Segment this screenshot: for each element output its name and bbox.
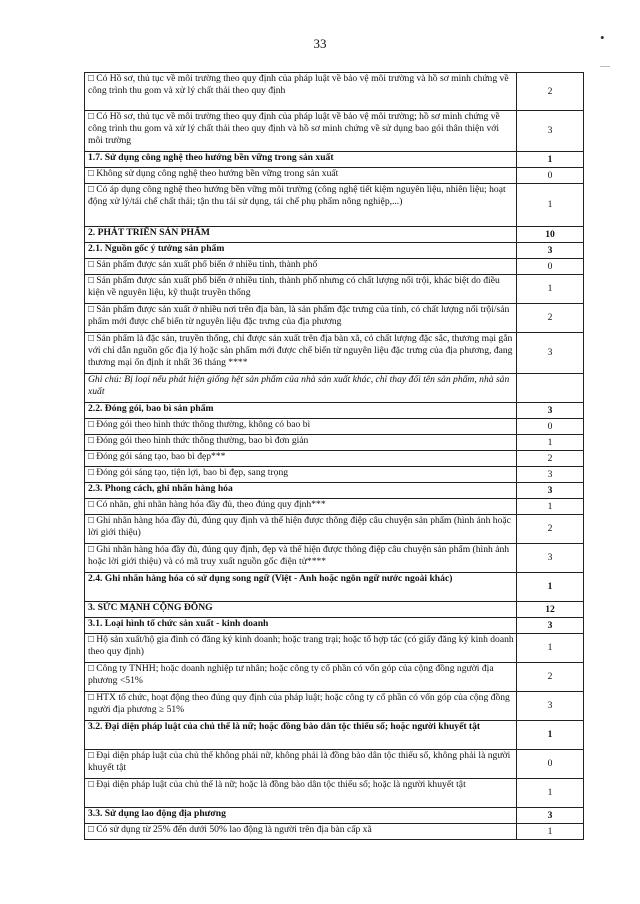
criteria-section-row [85,808,584,824]
criterion-score: 3 [517,483,584,499]
criteria-option-row [85,333,584,374]
criterion-score [517,374,584,403]
criterion-score: 1 [517,499,584,515]
criterion-text: □ Công ty TNHH; hoặc doanh nghiệp tư nhân; hoặc công ty cổ phần có vốn góp của cộng đồng người địa phương <51% [85,663,517,692]
criterion-text: □ Không sử dụng công nghệ theo hướng bền vững trong sản xuất [85,168,517,184]
criteria-note-row [85,374,584,403]
criteria-section-row [85,403,584,419]
criteria-section-row [85,243,584,259]
criterion-score: 0 [517,750,584,779]
criterion-text: □ Có nhãn, ghi nhãn hàng hóa đầy đủ, theo đúng quy định*** [85,499,517,515]
criteria-option-row [85,73,584,111]
criteria-section-row [85,602,584,618]
criterion-text: 3.3. Sử dụng lao động địa phương [85,808,517,824]
criteria-option-row [85,779,584,808]
criteria-option-row [85,451,584,467]
criterion-text: 2.4. Ghi nhãn hàng hóa có sử dụng song ngữ (Việt - Anh hoặc ngôn ngữ nước ngoài khác) [85,573,517,602]
criteria-option-row [85,515,584,544]
criteria-option-row [85,750,584,779]
criteria-option-row [85,435,584,451]
criterion-text: □ Sản phẩm được sản xuất phổ biến ở nhiều tỉnh, thành phố [85,259,517,275]
criterion-score: 1 [517,573,584,602]
criterion-score: 3 [517,808,584,824]
criteria-option-row [85,419,584,435]
criterion-score: 3 [517,111,584,152]
criterion-text: 3.1. Loại hình tổ chức sản xuất - kinh doanh [85,618,517,634]
criterion-score: 3 [517,618,584,634]
criterion-text: Ghi chú: Bị loại nếu phát hiện giống hệt sản phẩm của nhà sản xuất khác, chỉ thay đổi tên sản phẩm, nhà sản xuất [85,374,517,403]
criterion-score: 1 [517,779,584,808]
criteria-option-row [85,692,584,721]
criteria-table [84,72,584,840]
criteria-option-row [85,544,584,573]
criterion-text: □ Có Hồ sơ, thủ tục về môi trường theo quy định của pháp luật về bảo vệ môi trường; hồ sơ minh chứng về công trình thu gom và xử lý chất thải theo quy định và hồ sơ minh chứng về sử dụng bao gói thân thiện với môi trường [85,111,517,152]
criteria-section-row [85,152,584,168]
criterion-score: 1 [517,152,584,168]
criterion-text: □ Đóng gói sáng tạo, bao bì đẹp*** [85,451,517,467]
criterion-score: 10 [517,227,584,243]
criterion-score: 3 [517,467,584,483]
criterion-score: 2 [517,73,584,111]
criterion-score: 3 [517,544,584,573]
page-number: 33 [313,36,327,51]
criterion-text: 2.2. Đóng gói, bao bì sản phẩm [85,403,517,419]
criteria-option-row [85,259,584,275]
criteria-option-row [85,184,584,227]
criteria-section-row [85,721,584,750]
criterion-score: 3 [517,333,584,374]
scan-dash-mark [600,66,610,67]
criterion-text: □ Ghi nhãn hàng hóa đầy đủ, đúng quy định, đẹp và thể hiện được thông điệp câu chuyện sản phẩm (hình ảnh hoặc lời giới thiệu) và có mã truy xuất nguồn gốc điện tử**** [85,544,517,573]
criterion-text: 1.7. Sử dụng công nghệ theo hướng bền vững trong sản xuất [85,152,517,168]
criteria-section-row [85,618,584,634]
criteria-section-row [85,227,584,243]
criterion-text: 2.1. Nguồn gốc ý tưởng sản phẩm [85,243,517,259]
criterion-text: □ Hộ sản xuất/hộ gia đình có đăng ký kinh doanh; hoặc trang trại; hoặc tổ hợp tác (có giấy đăng ký kinh doanh theo quy định) [85,634,517,663]
criterion-score: 3 [517,403,584,419]
criterion-score: 0 [517,419,584,435]
criterion-score: 1 [517,824,584,840]
criteria-option-row [85,111,584,152]
criterion-text: □ Ghi nhãn hàng hóa đầy đủ, đúng quy định và thể hiện được thông điệp câu chuyện sản phẩm (hình ảnh hoặc lời giới thiệu) [85,515,517,544]
criteria-option-row [85,467,584,483]
criterion-score: 2 [517,451,584,467]
criterion-text: □ Đóng gói sáng tạo, tiện lợi, bao bì đẹp, sang trọng [85,467,517,483]
criteria-option-row [85,663,584,692]
criterion-text: □ Đại diện pháp luật của chủ thể không phải nữ, không phải là đồng bào dân tộc thiểu số, không phải là người khuyết tật [85,750,517,779]
criterion-score: 3 [517,243,584,259]
criterion-text: □ HTX tổ chức, hoạt động theo đúng quy định của pháp luật; hoặc công ty cổ phần có vốn góp của cộng đồng người địa phương ≥ 51% [85,692,517,721]
criteria-table-body [85,73,584,840]
criterion-score: 12 [517,602,584,618]
criterion-text: 2.3. Phong cách, ghi nhãn hàng hóa [85,483,517,499]
criterion-text: □ Sản phẩm được sản xuất phổ biến ở nhiều tỉnh, thành phố nhưng có chất lượng nổi trội, khác biệt do điều kiện về nguyên liệu, kỹ thuật truyền thống [85,275,517,304]
criterion-score: 0 [517,259,584,275]
criterion-text: □ Đại diện pháp luật của chủ thể là nữ; hoặc là đồng bào dân tộc thiểu số; hoặc là người khuyết tật [85,779,517,808]
criteria-option-row [85,168,584,184]
criteria-option-row [85,824,584,840]
criterion-text: □ Có áp dụng công nghệ theo hướng bền vững môi trường (công nghệ tiết kiệm nguyên liệu, nhiên liệu; hoạt động xử lý/tái chế chất thải; tận thu tái sử dụng, tái chế phụ phẩm nông nghiệp,...) [85,184,517,227]
criterion-score: 3 [517,692,584,721]
criterion-text: 3.2. Đại diện pháp luật của chủ thể là nữ; hoặc đồng bào dân tộc thiểu số; hoặc người khuyết tật [85,721,517,750]
criterion-score: 1 [517,721,584,750]
criterion-score: 0 [517,168,584,184]
criteria-option-row [85,304,584,333]
criterion-text: 2. PHÁT TRIỂN SẢN PHẨM [85,227,517,243]
criterion-text: □ Đóng gói theo hình thức thông thường, không có bao bì [85,419,517,435]
criterion-score: 1 [517,275,584,304]
criterion-score: 1 [517,634,584,663]
criterion-text: □ Sản phẩm là đặc sản, truyền thống, chỉ được sản xuất trên địa bàn xã, có chất lượng đặc sắc, thương mại gắn với chỉ dẫn nguồn gốc địa lý hoặc sản phẩm mới được chế biến từ nguyên liệu đặc trưng của địa phương, đang thương mại ổn định ít nhất 36 tháng **** [85,333,517,374]
criteria-option-row [85,634,584,663]
criteria-option-row [85,275,584,304]
scan-dot-mark: • [600,30,605,45]
criterion-score: 2 [517,304,584,333]
criterion-score: 1 [517,435,584,451]
criterion-text: □ Sản phẩm được sản xuất ở nhiều nơi trên địa bàn, là sản phẩm đặc trưng của tỉnh, có chất lượng nổi trội/sản phẩm mới được chế biến từ nguyên liệu đặc trưng của địa phương [85,304,517,333]
criterion-text: □ Đóng gói theo hình thức thông thường, bao bì đơn giản [85,435,517,451]
criterion-score: 2 [517,663,584,692]
criterion-text: □ Có sử dụng từ 25% đến dưới 50% lao động là người trên địa bàn cấp xã [85,824,517,840]
criterion-text: 3. SỨC MẠNH CỘNG ĐỒNG [85,602,517,618]
criterion-score: 1 [517,184,584,227]
criterion-score: 2 [517,515,584,544]
criterion-text: □ Có Hồ sơ, thủ tục về môi trường theo quy định của pháp luật về bảo vệ môi trường và hồ sơ minh chứng về công trình thu gom và xử lý chất thải theo quy định [85,73,517,111]
criteria-section-row [85,573,584,602]
criteria-section-row [85,483,584,499]
criteria-option-row [85,499,584,515]
